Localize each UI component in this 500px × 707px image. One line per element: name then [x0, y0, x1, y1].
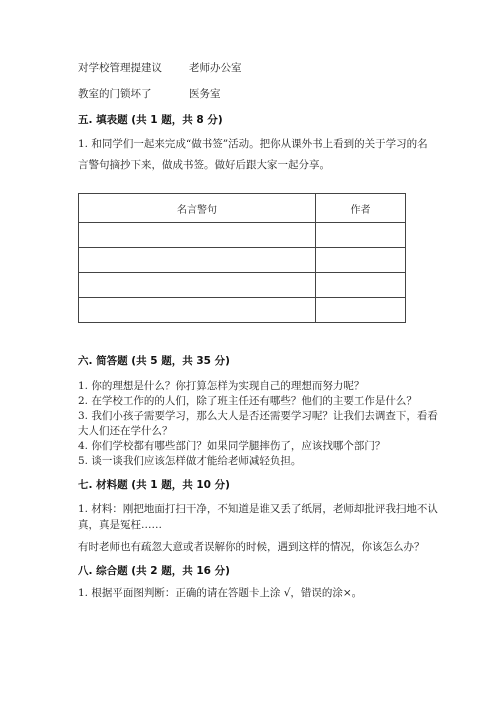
table-row — [79, 223, 406, 248]
author-cell[interactable] — [316, 298, 406, 323]
author-cell[interactable] — [316, 223, 406, 248]
table-row — [79, 298, 406, 323]
table-row — [79, 273, 406, 298]
quotes-table — [78, 193, 406, 323]
quote-cell[interactable] — [79, 223, 316, 248]
author-cell[interactable] — [316, 273, 406, 298]
table-header-quote: 名言警句 — [79, 194, 316, 223]
section6-line-1: 1. 你的理想是什么？你打算怎样为实现自己的理想而努力呢？ — [78, 380, 365, 392]
match-left-1: 对学校管理提建议 — [78, 62, 162, 74]
section6-line-3: 3. 我们小孩子需要学习，那么大人是否还需要学习呢？让我们去调查下，看看 — [78, 410, 438, 422]
section7-material-line1: 1. 材料：刚把地面打扫干净，不知道是谁又丢了纸屑，老师却批评我扫地不认 — [78, 503, 438, 515]
author-cell[interactable] — [316, 248, 406, 273]
section5-heading: 五. 填表题 (共 1 题，共 8 分) — [78, 114, 223, 126]
section7-material-line2: 真，真是冤枉…… — [78, 519, 162, 531]
section6-line-2: 2. 在学校工作的的人们，除了班主任还有哪些？他们的主要工作是什么？ — [78, 395, 417, 407]
section5-q1-line1: 1. 和同学们一起来完成“做书签”活动。把你从课外书上看到的关于学习的名 — [78, 138, 428, 150]
section8-q1: 1. 根据平面图判断：正确的请在答题卡上涂 √，错误的涂×。 — [78, 587, 363, 599]
section5-q1-line2: 言警句摘抄下来，做成书签。做好后跟大家一起分享。 — [78, 159, 330, 171]
section7-heading: 七. 材料题 (共 1 题，共 10 分) — [78, 479, 230, 491]
match-right-1: 老师办公室 — [189, 62, 242, 74]
section6-line-6: 5. 谈一谈我们应该怎样做才能给老师减轻负担。 — [78, 455, 302, 467]
match-right-2: 医务室 — [189, 88, 221, 100]
section6-heading: 六. 简答题 (共 5 题，共 35 分) — [78, 355, 230, 367]
table-header-row — [79, 194, 406, 223]
match-left-2: 教室的门锁坏了 — [78, 88, 152, 100]
section6-line-4: 大人们还在学什么？ — [78, 425, 173, 437]
table-header-author: 作者 — [316, 194, 406, 223]
section6-line-5: 4. 你们学校都有哪些部门？如果同学腿摔伤了，应该找哪个部门？ — [78, 440, 386, 452]
quote-cell[interactable] — [79, 248, 316, 273]
quote-cell[interactable] — [79, 298, 316, 323]
section8-heading: 八. 综合题 (共 2 题，共 16 分) — [78, 565, 230, 577]
quote-cell[interactable] — [79, 273, 316, 298]
table-row — [79, 248, 406, 273]
section7-question: 有时老师也有疏忽大意或者误解你的时候，遇到这样的情况，你该怎么办？ — [78, 541, 425, 553]
